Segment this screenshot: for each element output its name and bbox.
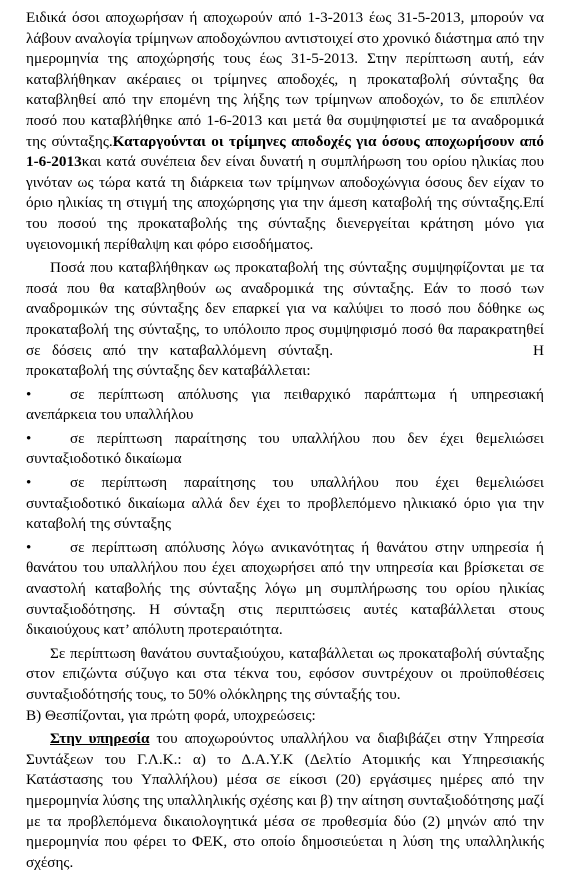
paragraph-1 [26, 8, 544, 255]
document-page [26, 8, 544, 873]
paragraph-6-text: του αποχωρούντος υπαλλήλου να διαβιβάζει στην Υπηρεσία Συντάξεων του Γ.Λ.Κ.: α) το Δ.Α.Υ.Κ (Δελτίο Ατομικής και Υπηρεσιακής Κατάστασης του Υπαλλήλου) μέσα σε είκοσι (20) εργάσιμες ημέρες από την ημερομηνία λύσης της υπαλληλικής σχέσης και β) την αίτηση συνταξιοδότησης μαζί με τα προβλεπόμενα δικαιολογητικά μέσα σε προθεσμία δύο (2) μηνών από την ημερομηνία που φέρει το ΦΕΚ, στο οποίο δημοσιεύεται η λύση της υπαλληλικής σχέσης. [26, 730, 544, 871]
bullet-first-line: σε περίπτωση απόλυσης λόγω ανικανότητας ή θανάτου στην υπηρεσία ή [70, 538, 544, 556]
bullet-item [26, 473, 544, 535]
bullet-first-line: σε περίπτωση απόλυσης για πειθαρχικό παράπτωμα ή υπηρεσιακή ανεπάρκεια [26, 385, 544, 424]
paragraph-6-heading: Στην υπηρεσία [50, 730, 150, 748]
bullet-item [26, 429, 544, 470]
bullet-symbol: • [26, 385, 32, 403]
bullet-symbol: • [26, 474, 32, 492]
bullet-first-line: σε περίπτωση παραίτησης του υπαλλήλου που δεν έχει θεμελιώσει [70, 429, 544, 447]
bullet-rest: συνταξιοδοτικό δικαίωμα αλλά δεν έχει το προβλεπόμενο ηλικιακό όριο για την καταβολή της σύνταξης [26, 494, 544, 533]
paragraph-2-end: Η [533, 341, 544, 359]
bullet-rest: θανάτου του υπαλλήλου που έχει αποχωρήσει από την υπηρεσία και βρίσκεται σε αναστολή καταβολής της σύνταξης λόγω μη συμπλήρωσης του ορίου ηλικίας συνταξιοδότησης. Η σύνταξη στις περιπτώσεις αυτές καταβάλλεται στους δικαιούχους κατ’ απόλυτη προτεραιότητα. [26, 559, 544, 639]
paragraph-5: Β) Θεσπίζονται, για πρώτη φορά, υποχρεώσεις: [26, 706, 316, 724]
paragraph-2-text: Ποσά που καταβλήθηκαν ως προκαταβολή της σύνταξης συμψηφίζονται με τα ποσά που θα καταβληθούν ως αναδρομικά της σύνταξης. Εάν το ποσό των αναδρομικών της σύνταξης δεν επαρκεί για να καλύψει το ποσό που δόθηκε ως προκαταβολή της σύνταξης, το υπόλοιπο προς συμψηφισμό ποσό θα παρακρατηθεί σε δόσεις από την καταβαλλόμενη σύνταξη. [26, 259, 544, 359]
bullet-rest: συνταξιοδοτικό δικαίωμα [26, 450, 182, 468]
bullet-rest: του υπαλλήλου [100, 406, 194, 424]
paragraph-1-text: Ειδικά όσοι αποχωρήσαν ή αποχωρούν από 1-3-2013 έως 31-5-2013, μπορούν να λάβουν αναλογία τρίμηνων αποδοχώνπου αντιστοιχεί στο χρονικό διάστημα από την ημερομηνία της αποχώρησής τους έως 31-5-2013. Στην περίπτωση αυτή, εάν καταβλήθηκαν ακέραιες οι τρίμηνες αποδοχές, η προκαταβολή σύνταξης θα καταβληθεί από την επομένη της λήξης των τρίμηνων αποδοχών, το δε επιπλέον ποσό που καταβλήθηκε από 1-6-2013 και μετά θα συμψηφιστεί με τα αναδρομικά της σύνταξης. [26, 9, 544, 150]
bullet-first-line: σε περίπτωση παραίτησης του υπαλλήλου που έχει θεμελιώσει [70, 474, 544, 492]
paragraph-3: προκαταβολή της σύνταξης δεν καταβάλλεται: [26, 362, 311, 380]
paragraph-1-tail: και κατά συνέπεια δεν είναι δυνατή η συμπλήρωση του ορίου ηλικίας που γινόταν ως τώρα κατά τη διάρκεια των τρίμηνων αποδοχώνγια όσους δεν είχαν το όριο ηλικίας τη στιγμή της αποχώρησης για την άμεση καταβολή της σύνταξης.Επί του ποσού της προκαταβολής της σύνταξης διενεργείται κράτηση μόνο για υγειονομική περίθαλψη και φόρο εισοδήματος. [26, 153, 544, 253]
paragraph-2 [26, 258, 544, 361]
paragraph-1-bold: Καταργούνται οι τρίμηνες αποδοχές για όσους αποχωρήσουν από 1-6-2013 [26, 132, 545, 171]
paragraph-6 [26, 729, 544, 873]
bullet-item [26, 538, 544, 641]
bullet-symbol: • [26, 429, 32, 447]
paragraph-4: Σε περίπτωση θανάτου συνταξιούχου, καταβάλλεται ως προκαταβολή σύνταξης στον επιζώντα σύζυγο και στα τέκνα του, εφόσον συντρέχουν οι προϋποθέσεις συνταξιοδότησής τους, το 50% ολόκληρης της σύνταξής του. [26, 644, 544, 703]
bullet-symbol: • [26, 538, 32, 556]
bullet-item [26, 385, 544, 426]
